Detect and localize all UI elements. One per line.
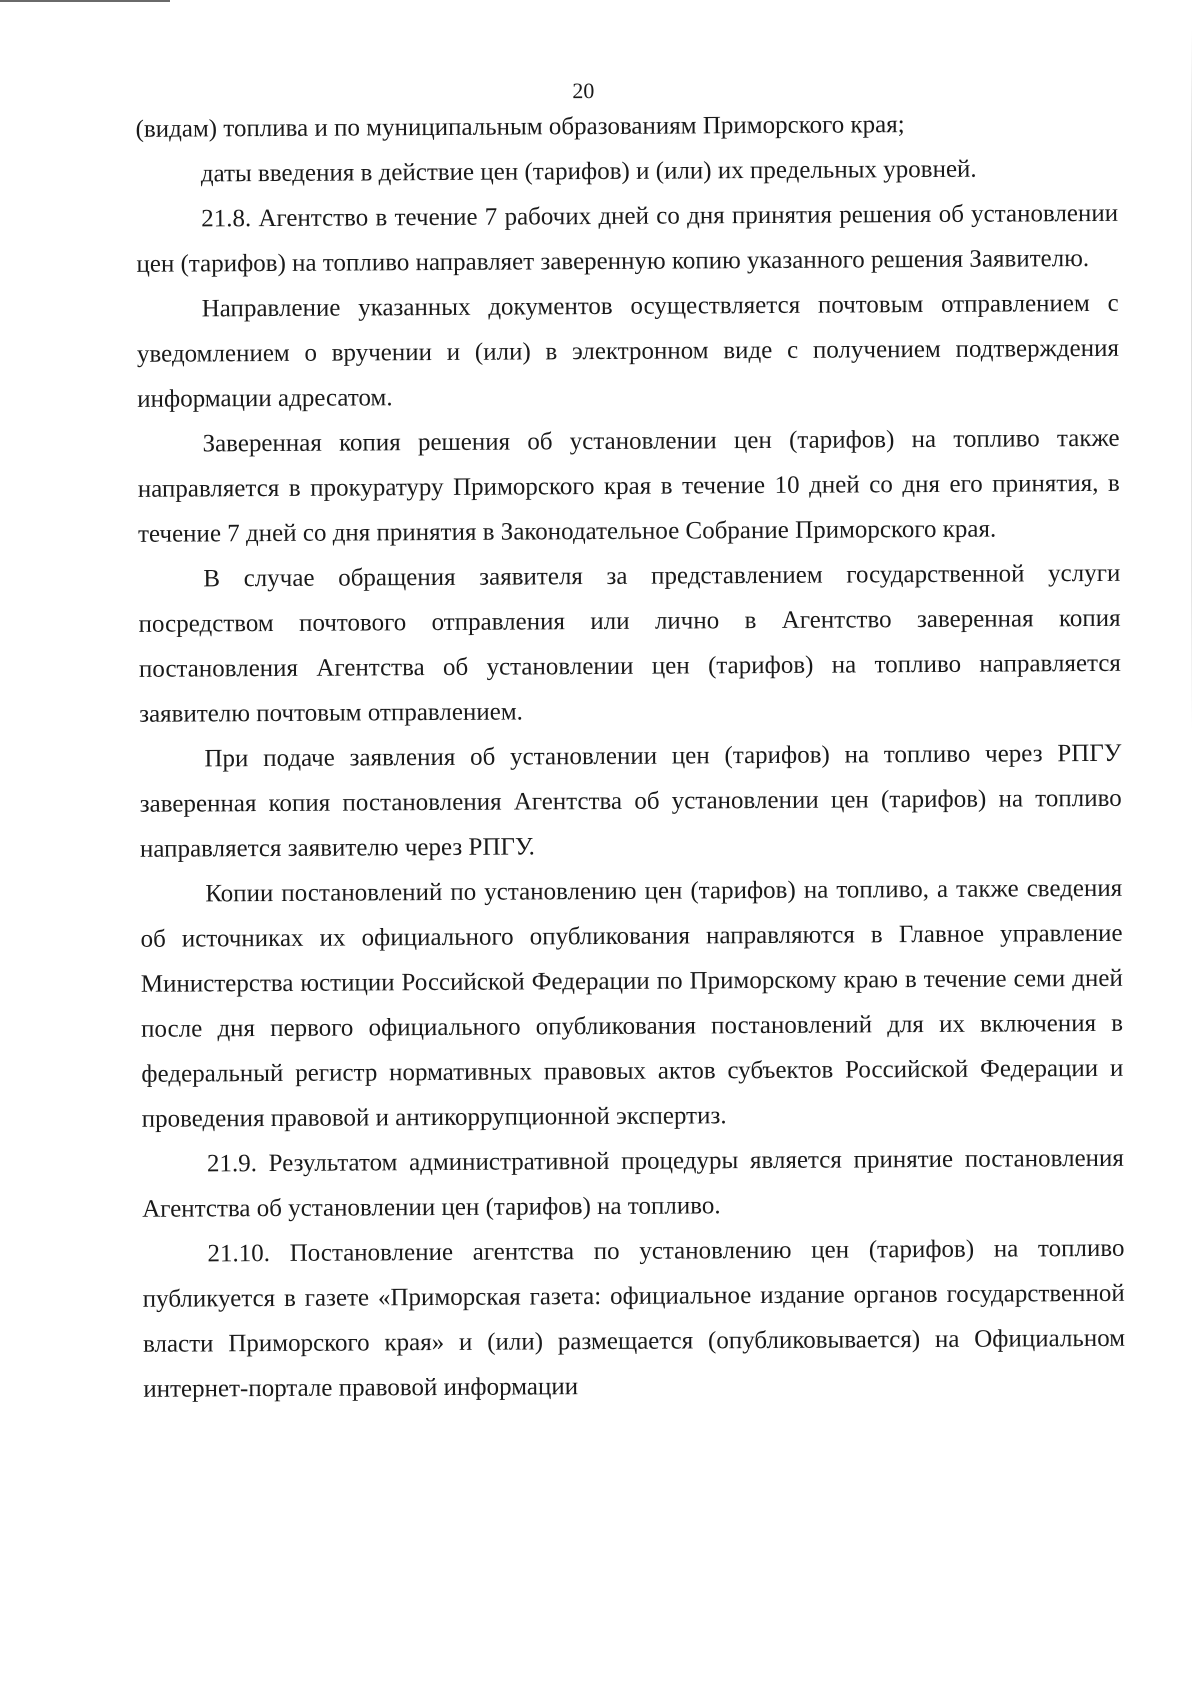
paragraph: Копии постановлений по установлению цен (тарифов) на топливо, а также сведения об источниках их официального опубликования направляются в Главное управление Министерства юстиции Российской Федерации по Приморскому краю в течение семи дней после дня первого официального опубликования постановлений для их включения в федеральный регистр нормативных правовых актов субъектов Российской Федерации и проведения правовой и антикоррупционной экспертиз. <box>140 874 1124 1133</box>
paragraph: В случае обращения заявителя за представлением государственной услуги посредством почтового отправления или лично в Агентство заверенная копия постановления Агентства об установлении цен (тарифов) на топливо направляется заявителю почтовым отправлением. <box>138 559 1121 728</box>
paragraph: 21.8. Агентство в течение 7 рабочих дней со дня принятия решения об установлении цен (тарифов) на топливо направляет заверенную копию указанного решения Заявителю. <box>136 199 1119 278</box>
scan-edge <box>0 0 170 2</box>
paragraph: Заверенная копия решения об установлении цен (тарифов) на топливо также направляется в прокуратуру Приморского края в течение 10 дней со дня его принятия, в течение 7 дней со дня принятия в Законодательное Собрание Приморского края. <box>137 424 1120 548</box>
paragraph: При подаче заявления об установлении цен (тарифов) на топливо через РПГУ заверенная копия постановления Агентства об установлении цен (тарифов) на топливо направляется заявителю через РПГУ. <box>139 739 1122 863</box>
paragraph: Направление указанных документов осуществляется почтовым отправлением с уведомлением о вручении и (или) в электронном виде с получением подтверждения информации адресатом. <box>136 289 1120 413</box>
paragraph: (видам) топлива и по муниципальным образованиям Приморского края; <box>135 111 905 143</box>
paragraph: 21.9. Результатом административной процедуры является принятие постановления Агентства об установлении цен (тарифов) на топливо. <box>142 1144 1124 1223</box>
paragraph: даты введения в действие цен (тарифов) и (или) их предельных уровней. <box>200 155 977 188</box>
document-body <box>135 101 1125 1412</box>
paragraph: 21.10. Постановление агентства по установлению цен (тарифов) на топливо публикуется в газете «Приморская газета: официальное издание органов государственной власти Приморского края» и (или) размещается (опубликовывается) на Официальном интернет-портале правовой информации <box>142 1234 1126 1403</box>
page-number: 20 <box>572 78 595 104</box>
